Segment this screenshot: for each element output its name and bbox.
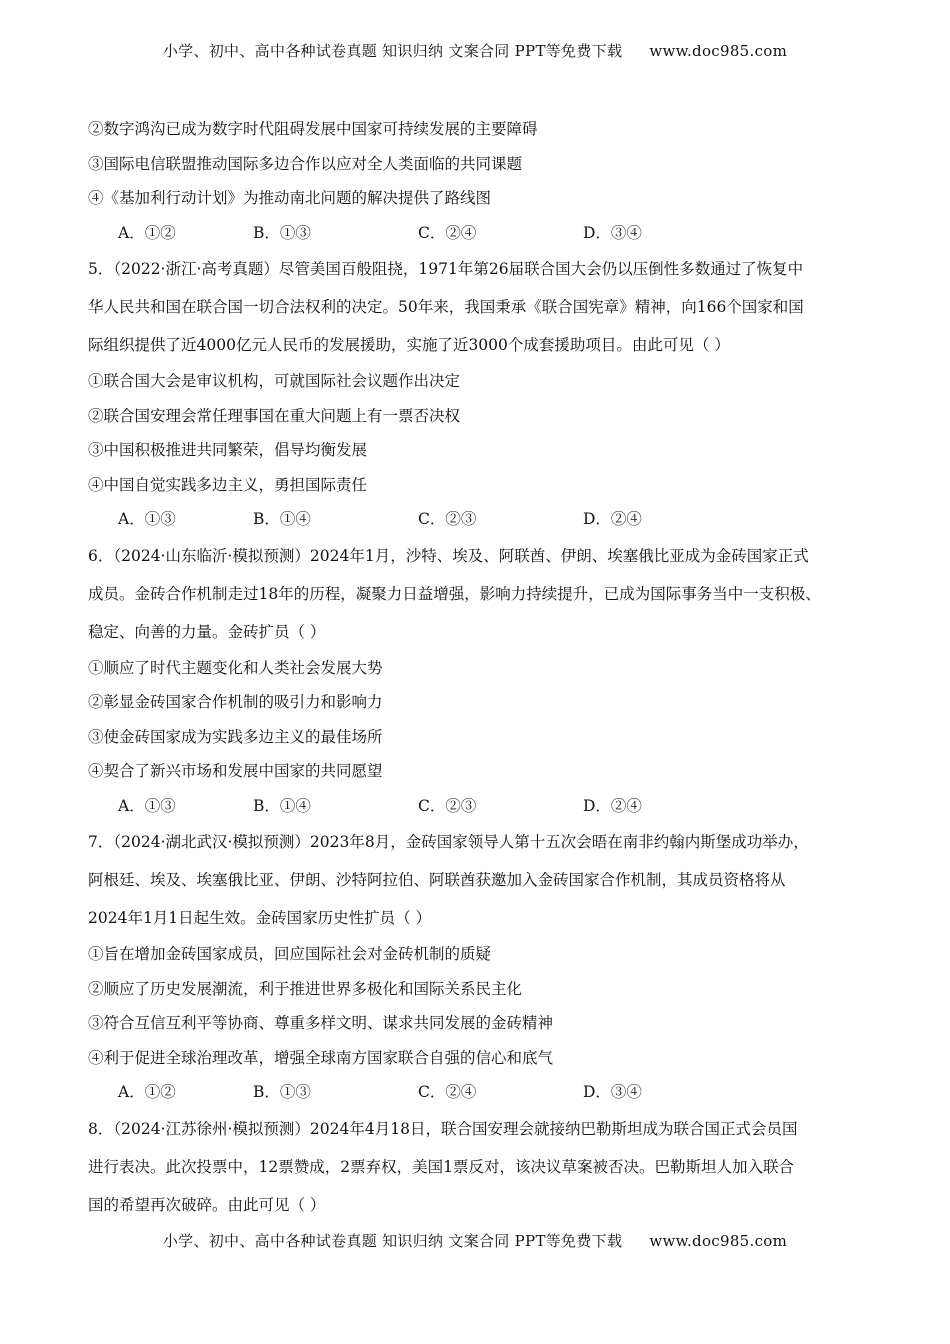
- header-site-link[interactable]: www.doc985.com: [649, 42, 788, 60]
- q7-stem-line-2: 阿根廷、埃及、埃塞俄比亚、伊朗、沙特阿拉伯、阿联酋获邀加入金砖国家合作机制，其成员资格将从: [88, 871, 786, 889]
- q5-stem-line-3: 际组织提供了近4000亿元人民币的发展援助，实施了近3000个成套援助项目。由此可见（ ）: [88, 336, 730, 354]
- header-text: 小学、初中、高中各种试卷真题 知识归纳 文案合同 PPT等免费下载: [162, 42, 623, 60]
- q5-option-1: ①联合国大会是审议机构，可就国际社会议题作出决定: [88, 372, 461, 390]
- q8-stem-line-3: 国的希望再次破碎。由此可见（ ）: [88, 1195, 326, 1214]
- page-footer: [0, 1230, 950, 1251]
- q5-choice-a: A．①③: [118, 510, 176, 528]
- q5-stem-line-1: 5．（2022·浙江·高考真题）尽管美国百般阻挠，1971年第26届联合国大会仍以压倒性多数通过了恢复中: [88, 260, 804, 278]
- q6-choices: [88, 789, 878, 824]
- q5-option-3: ③中国积极推进共同繁荣，倡导均衡发展: [88, 441, 368, 459]
- q7-choice-c: C．②④: [418, 1083, 477, 1101]
- question-5: [88, 250, 878, 537]
- q6-choice-d: D．②④: [583, 796, 642, 815]
- q5-choice-b: B．①④: [253, 510, 311, 528]
- question-6: [88, 537, 878, 824]
- q6-stem-line-1: 6．（2024·山东临沂·模拟预测）2024年1月，沙特、埃及、阿联酋、伊朗、埃塞俄比亚成为金砖国家正式: [88, 546, 809, 565]
- q7-option-3: ③符合互信互利平等协商、尊重多样文明、谋求共同发展的金砖精神: [88, 1014, 554, 1032]
- q7-choice-d: D．③④: [583, 1083, 642, 1101]
- q4-option-3: ③国际电信联盟推动国际多边合作以应对全人类面临的共同课题: [88, 154, 523, 173]
- q6-option-1: ①顺应了时代主题变化和人类社会发展大势: [88, 658, 383, 677]
- q6-choice-b: B．①④: [253, 796, 311, 815]
- q4-choice-d: D．③④: [583, 223, 642, 242]
- q7-option-1: ①旨在增加金砖国家成员，回应国际社会对金砖机制的质疑: [88, 945, 492, 963]
- q4-choice-a: A．①②: [118, 223, 176, 242]
- q4-choice-c: C．②④: [418, 223, 477, 242]
- q7-option-2: ②顺应了历史发展潮流，利于推进世界多极化和国际关系民主化: [88, 979, 523, 998]
- q5-option-4: ④中国自觉实践多边主义，勇担国际责任: [88, 475, 368, 494]
- question-7: [88, 823, 878, 1110]
- question-8: [88, 1110, 878, 1224]
- page-header: [0, 40, 950, 61]
- q7-choice-a: A．①②: [118, 1083, 176, 1101]
- q6-option-2: ②彰显金砖国家合作机制的吸引力和影响力: [88, 693, 383, 711]
- q7-stem-line-1: 7．（2024·湖北武汉·模拟预测）2023年8月，金砖国家领导人第十五次会晤在南非约翰内斯堡成功举办，: [88, 833, 809, 851]
- q7-choices: [88, 1075, 878, 1110]
- q6-choice-a: A．①③: [118, 796, 176, 815]
- question-4: [88, 112, 878, 250]
- q4-option-2: ②数字鸿沟已成为数字时代阻碍发展中国家可持续发展的主要障碍: [88, 120, 538, 138]
- q6-choice-c: C．②③: [418, 796, 477, 815]
- q4-choice-b: B．①③: [253, 223, 311, 242]
- q5-option-2: ②联合国安理会常任理事国在重大问题上有一票否决权: [88, 406, 461, 425]
- q6-stem-line-2: 成员。金砖合作机制走过18年的历程，凝聚力日益增强，影响力持续提升，已成为国际事务当中一支积极、: [88, 584, 821, 603]
- q8-stem-line-1: 8．（2024·江苏徐州·模拟预测）2024年4月18日，联合国安理会就接纳巴勒斯坦成为联合国正式会员国: [88, 1119, 798, 1138]
- q7-stem-line-3: 2024年1月1日起生效。金砖国家历史性扩员（ ）: [88, 909, 432, 927]
- footer-site-link[interactable]: www.doc985.com: [649, 1232, 788, 1250]
- q5-choice-c: C．②③: [418, 510, 477, 528]
- q4-option-4: ④《基加利行动计划》为推动南北问题的解决提供了路线图: [88, 189, 492, 207]
- exam-content: [88, 112, 878, 1224]
- footer-text: 小学、初中、高中各种试卷真题 知识归纳 文案合同 PPT等免费下载: [162, 1232, 623, 1250]
- q6-stem-line-3: 稳定、向善的力量。金砖扩员（ ）: [88, 622, 326, 641]
- q7-option-4: ④利于促进全球治理改革，增强全球南方国家联合自强的信心和底气: [88, 1048, 554, 1067]
- q5-choices: [88, 502, 878, 537]
- q6-option-4: ④契合了新兴市场和发展中国家的共同愿望: [88, 762, 383, 780]
- q6-option-3: ③使金砖国家成为实践多边主义的最佳场所: [88, 727, 383, 746]
- q4-choices: [88, 216, 878, 251]
- q5-choice-d: D．②④: [583, 510, 642, 528]
- q7-choice-b: B．①③: [253, 1083, 311, 1101]
- q8-stem-line-2: 进行表决。此次投票中，12票赞成，2票弃权，美国1票反对，该决议草案被否决。巴勒斯坦人加入联合: [88, 1157, 794, 1176]
- q5-stem-line-2: 华人民共和国在联合国一切合法权利的决定。50年来，我国秉承《联合国宪章》精神，向166个国家和国: [88, 298, 804, 316]
